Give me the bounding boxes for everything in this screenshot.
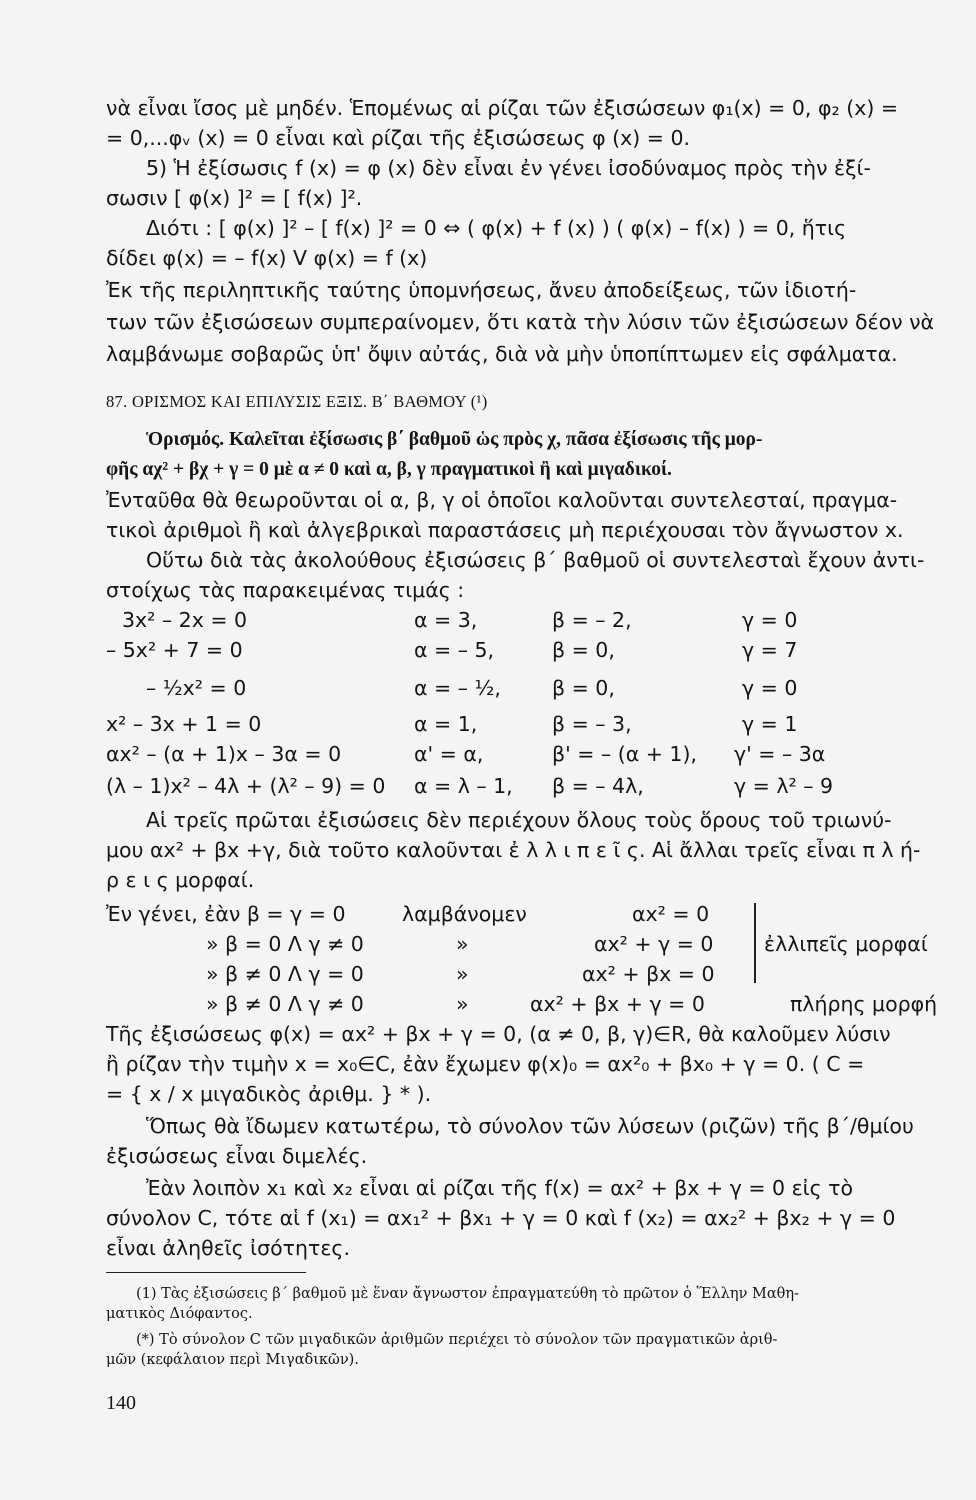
table-alpha: α = λ – 1, xyxy=(414,774,513,798)
table-alpha: α = 1, xyxy=(414,712,478,736)
form-equation: αx² + βx + γ = 0 xyxy=(530,992,705,1016)
table-alpha: α' = α, xyxy=(414,742,484,766)
form-verb: » xyxy=(456,932,469,956)
text-line: ἐξισώσεως εἶναι διμελές. xyxy=(106,1144,368,1168)
form-verb: » xyxy=(456,992,469,1016)
text-line: 5) Ἡ ἐξίσωσις f (x) = φ (x) δὲν εἶναι ἐν γένει ἰσοδύναμος πρὸς τὴν ἐξί- xyxy=(146,156,871,180)
form-condition: » β ≠ 0 Λ γ = 0 xyxy=(206,962,364,986)
table-beta: β = – 4λ, xyxy=(552,774,644,798)
text-line: Ἐὰν λοιπὸν x₁ καὶ x₂ εἶναι αἱ ρίζαι τῆς f(x) = αx² + βx + γ = 0 εἰς τὸ xyxy=(146,1176,854,1200)
text-line: λαμβάνωμε σοβαρῶς ὑπ' ὄψιν αὐτάς, διὰ νὰ μὴν ὑποπίπτωμεν εἰς σφάλματα. xyxy=(106,342,898,366)
form-equation: αx² + γ = 0 xyxy=(594,932,714,956)
text-line: = { x / x μιγαδικὸς ἀριθμ. } * ). xyxy=(106,1082,432,1106)
text-line: Οὕτω διὰ τὰς ἀκολούθους ἐξισώσεις β΄ βαθμοῦ οἱ συντελεσταὶ ἔχουν ἀντι- xyxy=(146,548,925,572)
table-beta: β' = – (α + 1), xyxy=(552,742,697,766)
text-line: Διότι : [ φ(x) ]² – [ f(x) ]² = 0 ⇔ ( φ(x) + f (x) ) ( φ(x) – f(x) ) = 0, ἥτις xyxy=(146,216,847,240)
text-line: νὰ εἶναι ἴσος μὲ μηδέν. Ἑπομένως αἱ ρίζαι τῶν ἐξισώσεων φ₁(x) = 0, φ₂ (x) = xyxy=(106,96,899,120)
table-eq: x² – 3x + 1 = 0 xyxy=(106,712,262,736)
text-line: των τῶν ἐξισώσεων συμπεραίνομεν, ὅτι κατὰ τὴν λύσιν τῶν ἐξισώσεων δέον νὰ xyxy=(106,310,935,334)
table-beta: β = – 3, xyxy=(552,712,632,736)
footnote-line: (*) Τὸ σύνολον C τῶν μιγαδικῶν ἀριθμῶν περιέχει τὸ σύνολον τῶν πραγματικῶν ἀριθ- xyxy=(136,1332,778,1348)
text-line: εἶναι ἀληθεῖς ἰσότητες. xyxy=(106,1236,350,1260)
footnote-separator xyxy=(106,1272,306,1273)
page-number: 140 xyxy=(106,1392,136,1414)
text-line: Αἱ τρεῖς πρῶται ἐξισώσεις δὲν περιέχουν ὅλους τοὺς ὅρους τοῦ τριωνύ- xyxy=(146,808,892,832)
text-line: στοίχως τὰς παρακειμένας τιμάς : xyxy=(106,578,465,602)
form-condition: » β ≠ 0 Λ γ ≠ 0 xyxy=(206,992,364,1016)
text-line: Ἐκ τῆς περιληπτικῆς ταύτης ὑπομνήσεως, ἄνευ ἀποδείξεως, τῶν ἰδιοτή- xyxy=(106,278,857,302)
table-gamma: γ = 1 xyxy=(742,712,798,736)
table-eq: 3x² – 2x = 0 xyxy=(122,608,248,632)
table-gamma: γ = 7 xyxy=(742,638,798,662)
footnote-line: (1) Τὰς ἐξισώσεις β΄ βαθμοῦ μὲ ἕναν ἄγνωστον ἐπραγματεύθη τὸ πρῶτον ὁ Ἕλλην Μαθη- xyxy=(136,1286,799,1302)
form-condition: Ἐν γένει, ἐὰν β = γ = 0 xyxy=(106,902,346,926)
form-verb: λαμβάνομεν xyxy=(402,902,527,926)
table-beta: β = 0, xyxy=(552,638,615,662)
table-eq: – 5x² + 7 = 0 xyxy=(106,638,243,662)
text-line: δίδει φ(x) = – f(x) V φ(x) = f (x) xyxy=(106,246,428,270)
text-line: σωσιν [ φ(x) ]² = [ f(x) ]². xyxy=(106,186,363,210)
table-eq: αx² – (α + 1)x – 3α = 0 xyxy=(106,742,342,766)
table-beta: β = 0, xyxy=(552,676,615,700)
text-line: ρ ε ι ς μορφαί. xyxy=(106,868,255,892)
curly-brace xyxy=(748,903,756,983)
footnote-line: μῶν (κεφάλαιον περὶ Μιγαδικῶν). xyxy=(106,1352,359,1368)
form-equation: αx² = 0 xyxy=(632,902,710,926)
text-line: Τῆς ἐξισώσεως φ(x) = αx² + βx + γ = 0, (α ≠ 0, β, γ)∈R, θὰ καλοῦμεν λύσιν xyxy=(106,1022,891,1046)
table-beta: β = – 2, xyxy=(552,608,632,632)
table-alpha: α = – ½, xyxy=(414,676,501,700)
table-gamma: γ = λ² – 9 xyxy=(734,774,834,798)
text-line: μου αx² + βx +γ, διὰ τοῦτο καλοῦνται ἐ λ λ ι π ε ῖ ς. Αἱ ἄλλαι τρεῖς εἶναι π λ ή- xyxy=(106,838,921,862)
complete-form-label: πλήρης μορφή xyxy=(790,992,938,1016)
definition-line: φῆς αχ² + βχ + γ = 0 μὲ α ≠ 0 καὶ α, β, γ πραγματικοὶ ἢ καὶ μιγαδικοί. xyxy=(106,459,672,480)
section-heading: 87. ΟΡΙΣΜΟΣ ΚΑΙ ΕΠΙΛΥΣΙΣ ΕΞΙΣ. Β΄ ΒΑΘΜΟΥ (¹) xyxy=(106,392,488,411)
text-line: Ὅπως θὰ ἴδωμεν κατωτέρω, τὸ σύνολον τῶν λύσεων (ριζῶν) τῆς β΄/θμίου xyxy=(146,1114,914,1138)
text-line: = 0,...φᵥ (x) = 0 εἶναι καὶ ρίζαι τῆς ἐξισώσεως φ (x) = 0. xyxy=(106,126,691,150)
table-gamma: γ = 0 xyxy=(742,608,798,632)
text-line: Ἐνταῦθα θὰ θεωροῦνται οἱ α, β, γ οἱ ὁποῖοι καλοῦνται συντελεσταί, πραγμα- xyxy=(106,488,898,512)
table-eq: (λ – 1)x² – 4λ + (λ² – 9) = 0 xyxy=(106,774,386,798)
table-alpha: α = 3, xyxy=(414,608,478,632)
table-gamma: γ = 0 xyxy=(742,676,798,700)
definition-line: Ὁρισμός. Καλεῖται ἐξίσωσις β΄ βαθμοῦ ὡς πρὸς χ, πᾶσα ἐξίσωσις τῆς μορ- xyxy=(146,429,763,450)
table-gamma: γ' = – 3α xyxy=(734,742,826,766)
table-eq: – ½x² = 0 xyxy=(146,676,247,700)
elliptic-forms-label: ἐλλιπεῖς μορφαί xyxy=(764,932,928,956)
form-condition: » β = 0 Λ γ ≠ 0 xyxy=(206,932,364,956)
table-alpha: α = – 5, xyxy=(414,638,495,662)
form-equation: αx² + βx = 0 xyxy=(582,962,715,986)
text-line: ἢ ρίζαν τὴν τιμὴν x = x₀∈C, ἐὰν ἔχωμεν φ(x)₀ = αx²₀ + βx₀ + γ = 0. ( C = xyxy=(106,1052,865,1076)
text-line: τικοὶ ἀριθμοὶ ἢ καὶ ἀλγεβρικαὶ παραστάσεις μὴ περιέχουσαι τὸν ἄγνωστον x. xyxy=(106,518,904,542)
form-verb: » xyxy=(456,962,469,986)
text-line: σύνολον C, τότε αἱ f (x₁) = αx₁² + βx₁ + γ = 0 καὶ f (x₂) = αx₂² + βx₂ + γ = 0 xyxy=(106,1206,896,1230)
footnote-line: ματικὸς Διόφαντος. xyxy=(106,1306,253,1322)
